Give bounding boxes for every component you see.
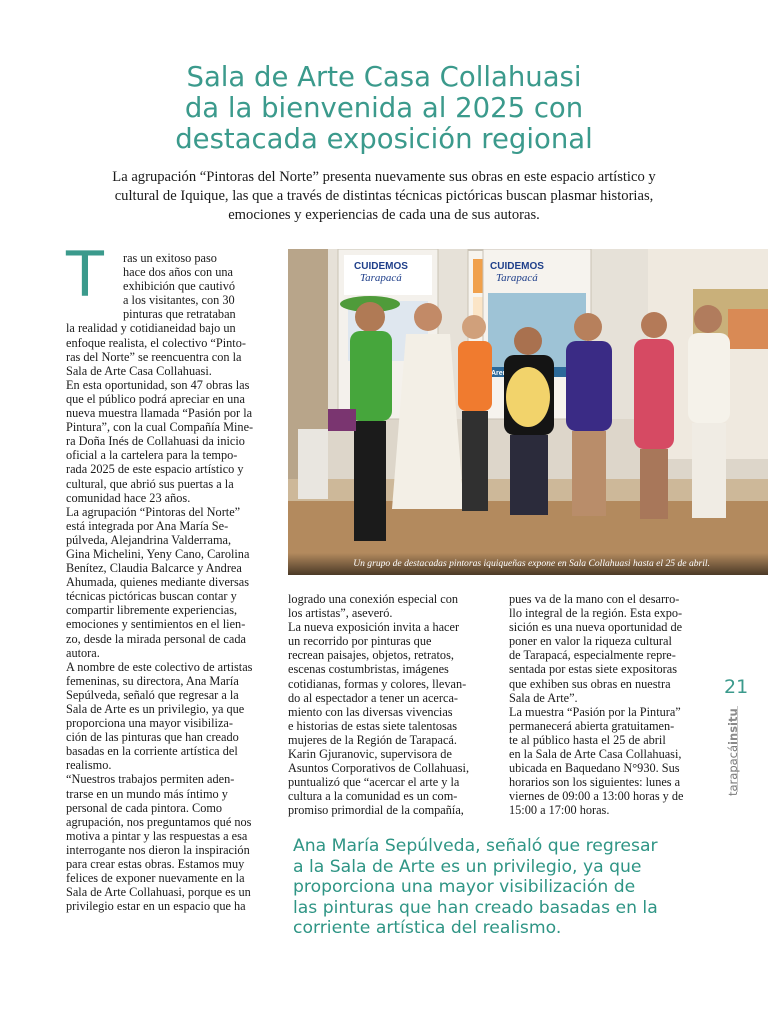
body-line: que el público podrá apreciar en una bbox=[66, 391, 245, 406]
body-line: enfoque realista, el colectivo “Pinto- bbox=[66, 335, 246, 350]
body-line: La nueva exposición invita a hacer bbox=[288, 620, 460, 635]
body-line: Karin Gjuranovic, supervisora de bbox=[288, 747, 452, 762]
body-line: Ahumada, quienes mediante diversas bbox=[66, 575, 250, 590]
body-line: ras un exitoso paso bbox=[123, 251, 217, 265]
body-line: escenas costumbristas, imágenes bbox=[288, 662, 449, 677]
body-line: personal de cada pintora. Como bbox=[66, 800, 223, 815]
body-line: promiso primordial de la compañía, bbox=[288, 803, 464, 818]
body-line: proporciona una mayor visibiliza- bbox=[66, 716, 233, 731]
photo-caption: Un grupo de destacadas pintoras iquiqueñas expone en Sala Collahuasi hasta el 25 de abril. bbox=[353, 558, 710, 569]
body-line: interrogante nos dieron la inspiración bbox=[66, 842, 250, 857]
banner-right-title: CUIDEMOS bbox=[490, 261, 544, 272]
group-photo bbox=[288, 249, 768, 575]
article-lead bbox=[66, 168, 702, 225]
article-title bbox=[110, 62, 658, 155]
photo-caption-bar bbox=[288, 553, 768, 575]
body-line: nueva muestra llamada “Pasión por la bbox=[66, 406, 253, 421]
pull-quote-line: las pinturas que han creado basadas en la bbox=[293, 897, 658, 918]
body-line: viernes de 09:00 a 13:00 horas y de bbox=[509, 789, 684, 804]
body-line: poner en valor la riqueza cultural bbox=[509, 634, 672, 649]
pull-quote-line: proporciona una mayor visibilización de bbox=[293, 877, 636, 897]
page-number: 21 bbox=[724, 676, 749, 698]
body-line: basadas en la corriente artística del bbox=[66, 744, 238, 759]
body-line: Sala de Arte es un privilegio, ya que bbox=[66, 702, 245, 716]
body-line: ubicada en Baquedano N°930. Sus bbox=[509, 761, 680, 776]
body-line: sentada por estas siete expositoras bbox=[509, 662, 678, 677]
body-line: Sala de Arte Casa Collahuasi. bbox=[66, 363, 212, 378]
lead-line: emociones y experiencias de cada una de sus autoras. bbox=[228, 207, 540, 223]
body-line: motiva a pintar y las respuestas a esa bbox=[66, 828, 248, 843]
pull-quote-line: corriente artística del realismo. bbox=[293, 918, 562, 938]
body-line: ra Doña Inés de Collahuasi da inicio bbox=[66, 434, 245, 449]
body-line: técnicas pictóricas buscan contar y bbox=[66, 589, 237, 604]
body-line: en la Sala de Arte Casa Collahuasi, bbox=[509, 747, 682, 762]
body-line: oficial a la cartelera para la tempo- bbox=[66, 448, 238, 463]
body-line: autora. bbox=[66, 645, 100, 660]
magazine-name-b: insitu bbox=[726, 708, 740, 745]
body-line: que exhiben sus obras en nuestra bbox=[509, 676, 671, 691]
body-line: Benítez, Claudia Balcarce y Andrea bbox=[66, 561, 242, 576]
body-line: Sala de Arte Collahuasi, porque es un bbox=[66, 885, 251, 900]
body-column-2 bbox=[288, 592, 494, 818]
body-line: púlveda, Alejandrina Valderrama, bbox=[66, 532, 232, 547]
body-line: la realidad y cotidianeidad bajo un bbox=[66, 321, 236, 336]
body-line: exhibición que cautivó bbox=[123, 279, 236, 294]
body-line: 15:00 a 17:00 horas. bbox=[509, 803, 610, 818]
body-line: do al espectador a tener un acerca- bbox=[288, 690, 459, 705]
body-line: sición es una nueva oportunidad de bbox=[509, 620, 683, 635]
magazine-name-a: tarapacá bbox=[726, 744, 740, 796]
body-line: logrado una conexión especial con bbox=[288, 592, 459, 606]
body-line: e historias de estas siete talentosas bbox=[288, 718, 458, 733]
body-line: felices de exponer nuevamente en la bbox=[66, 871, 245, 886]
body-line: a los visitantes, con 30 bbox=[123, 293, 235, 308]
pull-quote-line: a la Sala de Arte es un privilegio, ya que bbox=[293, 856, 642, 877]
body-line: llo integral de la región. Esta expo- bbox=[509, 606, 683, 621]
body-line: Sepúlveda, señaló que regresar a la bbox=[66, 687, 239, 702]
body-line: un recorrido por pinturas que bbox=[288, 634, 432, 649]
body-line: cultura a la comunidad es un com- bbox=[288, 789, 458, 804]
body-line: cultural, que abrió sus puertas a la bbox=[66, 476, 234, 491]
body-line: rada 2025 de este espacio artístico y bbox=[66, 462, 244, 477]
body-line: femeninas, su directora, Ana María bbox=[66, 673, 239, 688]
body-line: los artistas”, aseveró. bbox=[288, 606, 393, 621]
body-line: permanecerá abierta gratuitamen- bbox=[509, 718, 675, 733]
body-line: comunidad hace 23 años. bbox=[66, 490, 191, 505]
body-line: recrean paisajes, objetos, retratos, bbox=[288, 648, 454, 663]
body-line: cotidianas, formas y colores, llevan- bbox=[288, 676, 467, 691]
title-line: Sala de Arte Casa Collahuasi bbox=[186, 61, 582, 93]
lead-line: cultural de Iquique, las que a través de distintas técnicas pictóricas buscan plasmar historias, bbox=[114, 188, 654, 204]
body-line: pinturas que retrataban bbox=[123, 307, 236, 322]
pull-quote-line: Ana María Sepúlveda, señaló que regresar bbox=[293, 836, 658, 856]
body-line: mujeres de la Región de Tarapacá. bbox=[288, 732, 457, 747]
body-line: La agrupación “Pintoras del Norte” bbox=[66, 504, 241, 519]
banner-right-sub: Tarapacá bbox=[496, 272, 538, 284]
body-line: para crear estas obras. Estamos muy bbox=[66, 857, 245, 872]
body-line: “Nuestros trabajos permiten aden- bbox=[66, 772, 235, 787]
title-line: destacada exposición regional bbox=[175, 123, 593, 155]
body-line: te al público hasta el 25 de abril bbox=[509, 732, 666, 747]
photo-illustration bbox=[288, 249, 768, 575]
banner-left-sub: Tarapacá bbox=[360, 272, 402, 284]
body-line: privilegio estar en un espacio que ha bbox=[66, 899, 246, 914]
body-line: En esta oportunidad, son 47 obras las bbox=[66, 377, 250, 392]
body-line: horarios son los siguientes: lunes a bbox=[509, 775, 681, 790]
body-line: La muestra “Pasión por la Pintura” bbox=[509, 704, 681, 719]
body-line: de Tarapacá, especialmente repre- bbox=[509, 648, 676, 663]
body-line: Asuntos Corporativos de Collahuasi, bbox=[288, 761, 470, 776]
body-line: Pintura”, con la cual Compañía Mine- bbox=[66, 420, 254, 435]
body-line: ras del Norte” se reencuentra con la bbox=[66, 349, 242, 364]
body-line: realismo. bbox=[66, 758, 112, 773]
body-column-1 bbox=[66, 251, 278, 913]
body-column-3 bbox=[509, 592, 717, 818]
body-line: Sala de Arte”. bbox=[509, 690, 578, 705]
body-line: agrupación, nos preguntamos qué nos bbox=[66, 814, 252, 829]
body-line: A nombre de este colectivo de artistas bbox=[66, 659, 253, 674]
drop-cap: T bbox=[66, 238, 104, 311]
lead-line: La agrupación “Pintoras del Norte” presenta nuevamente sus obras en este espacio artístico y bbox=[112, 169, 656, 185]
title-line: da la bienvenida al 2025 con bbox=[184, 92, 584, 124]
body-line: compartir libremente experiencias, bbox=[66, 603, 238, 618]
pull-quote bbox=[293, 836, 693, 939]
banner-left-title: CUIDEMOS bbox=[354, 261, 408, 272]
body-line: ción de las pinturas que han creado bbox=[66, 730, 239, 745]
body-line: Gina Michelini, Yeny Cano, Carolina bbox=[66, 546, 250, 561]
banner-right-name: Arena bbox=[491, 370, 511, 377]
body-line: trarse en un mundo más íntimo y bbox=[66, 786, 228, 801]
body-line: está integrada por Ana María Se- bbox=[66, 518, 229, 533]
body-line: zo, desde la mirada personal de cada bbox=[66, 631, 246, 646]
body-line: emociones y sentimientos en el lien- bbox=[66, 617, 246, 632]
body-line: miento con las diversas vivencias bbox=[288, 704, 453, 719]
body-line: puntualizó que “acercar el arte y la bbox=[288, 775, 460, 790]
body-line: hace dos años con una bbox=[123, 265, 233, 280]
body-line: pues va de la mano con el desarro- bbox=[509, 592, 680, 606]
magazine-name bbox=[726, 708, 740, 796]
